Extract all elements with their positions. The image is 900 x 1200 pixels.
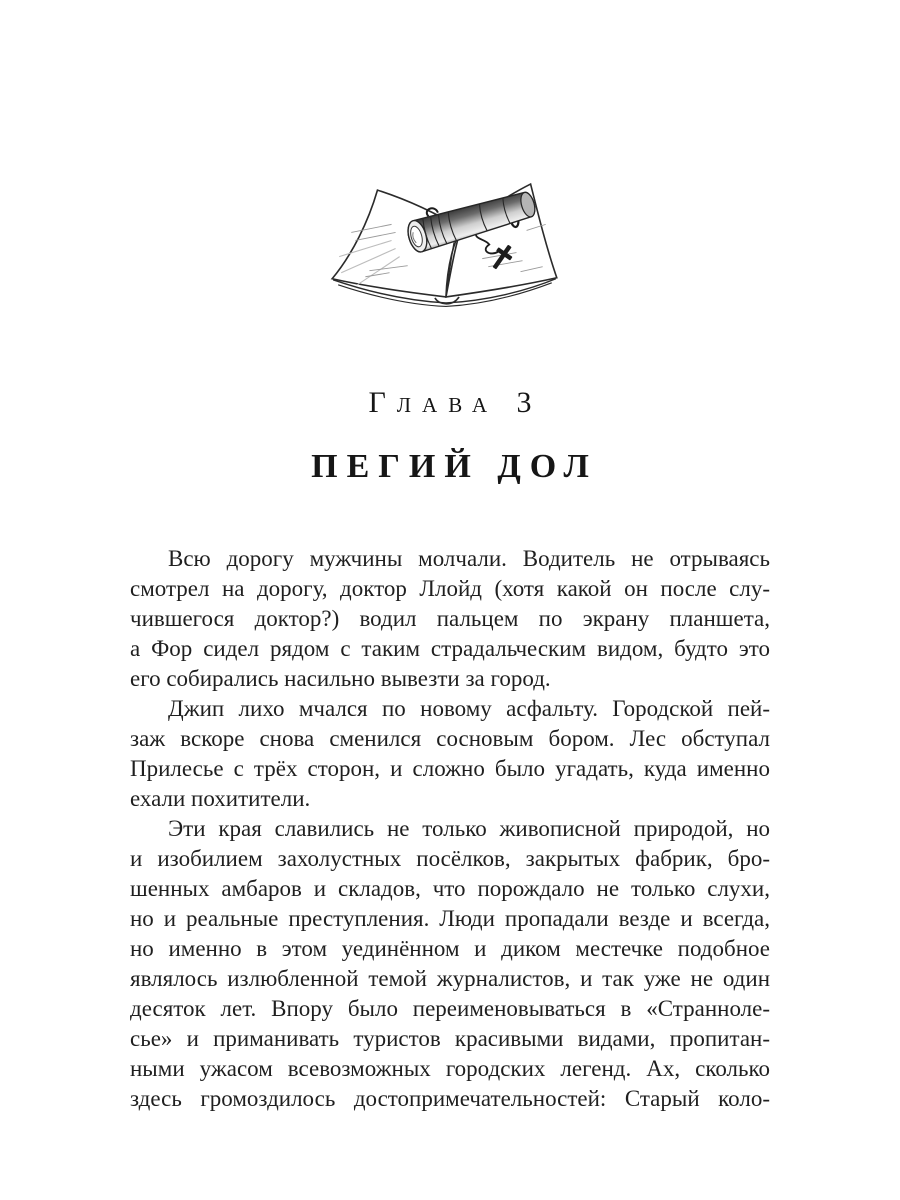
body-line: Всю дорогу мужчины молчали. Водитель не отрываясь <box>168 546 770 571</box>
body-line: здесь громоздилось достопримечательностей: Старый коло- <box>130 1086 770 1111</box>
body-line: его собирались насильно вывезти за город. <box>130 666 551 691</box>
chapter-title: ПЕГИЙ ДОЛ <box>311 448 598 485</box>
body-line: являлось излюбленной темой журналистов, и так уже не один <box>130 966 770 991</box>
body-line: ехали похитители. <box>130 786 311 811</box>
body-line: Эти края славились не только живописной природой, но <box>168 816 770 841</box>
body-line: чившегося доктор?) водил пальцем по экрану планшета, <box>130 606 770 631</box>
body-line: ными ужасом всевозможных городских легенд. Ах, сколько <box>130 1056 770 1081</box>
body-line: смотрел на дорогу, доктор Ллойд (хотя какой он после слу- <box>130 576 770 601</box>
body-line: сье» и приманивать туристов красивыми видами, пропитан- <box>130 1026 770 1051</box>
body-line: Джип лихо мчался по новому асфальту. Городской пей- <box>168 696 770 721</box>
chapter-label: Глава 3 <box>368 386 543 419</box>
body-line: Прилесье с трёх сторон, и сложно было угадать, куда именно <box>130 756 770 781</box>
body-line: заж вскоре снова сменился сосновым бором. Лес обступал <box>130 726 770 751</box>
body-line: но именно в этом уединённом и диком местечке подобное <box>130 936 770 961</box>
body-line: десяток лет. Впору было переименовываться в «Странноле- <box>130 996 770 1021</box>
body-line: и изобилием захолустных посёлков, закрытых фабрик, бро- <box>130 846 770 871</box>
body-line: шенных амбаров и складов, что порождало не только слухи, <box>130 876 770 901</box>
body-text <box>130 544 770 1114</box>
book-flashlight-illustration <box>329 174 571 310</box>
body-line: но и реальные преступления. Люди пропадали везде и всегда, <box>130 906 770 931</box>
body-line: а Фор сидел рядом с таким страдальческим видом, будто это <box>130 636 770 661</box>
